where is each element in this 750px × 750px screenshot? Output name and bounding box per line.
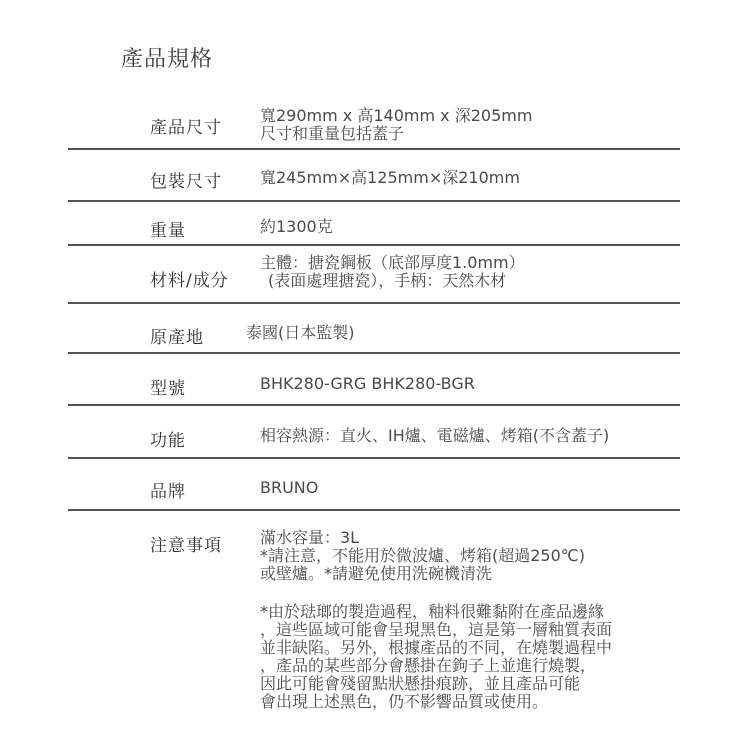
spec-value-line: 滿水容量：3L xyxy=(260,528,360,547)
spec-label: 材料/成分 xyxy=(150,271,229,291)
spec-value-line: 約1300克 xyxy=(260,217,333,236)
spec-value xyxy=(260,169,520,187)
spec-value-line: *請注意，不能用於微波爐、烤箱(超過250℃) xyxy=(260,546,585,565)
spec-value-line: 泰國(日本監製) xyxy=(246,323,355,342)
spec-row-function xyxy=(68,406,680,459)
spec-value xyxy=(260,107,532,143)
spec-value xyxy=(260,218,333,236)
spec-value xyxy=(260,529,612,711)
note-line: 並非缺陷。另外，根據產品的不同，在燒製過程中 xyxy=(260,638,613,657)
spec-table xyxy=(68,95,680,731)
spec-value-line: 寬290mm x 高140mm x 深205mm xyxy=(260,106,533,125)
spec-value xyxy=(260,427,609,445)
spec-label: 注意事項 xyxy=(150,536,222,556)
spec-value-line: BHK280-GRG BHK280-BGR xyxy=(260,374,475,393)
spec-value-line: 寬245mm×高125mm×深210mm xyxy=(260,168,520,187)
spec-value-line: 尺寸和重量包括蓋子 xyxy=(260,124,405,143)
spec-row-size xyxy=(68,95,680,150)
spec-row-package-size xyxy=(68,150,680,202)
spec-value xyxy=(260,479,318,497)
spec-row-model xyxy=(68,354,680,406)
spec-label: 原產地 xyxy=(150,328,204,348)
spec-label: 型號 xyxy=(150,379,186,399)
note-line: ，產品的某些部分會懸掛在鉤子上並進行燒製， xyxy=(260,656,597,675)
note-line: ，這些區域可能會呈現黑色，這是第一層釉質表面 xyxy=(260,620,613,639)
spec-value-line: 或壁爐。*請避免使用洗碗機清洗 xyxy=(260,564,493,583)
enamel-note xyxy=(260,603,612,711)
spec-row-notes xyxy=(68,511,680,731)
spec-label: 包裝尺寸 xyxy=(150,172,222,192)
spec-value-line: BRUNO xyxy=(260,478,319,497)
spec-value-line: 主體：搪瓷鋼板（底部厚度1.0mm） xyxy=(260,253,525,272)
spec-value xyxy=(260,375,475,393)
spec-value xyxy=(260,254,525,290)
note-line: *由於琺瑯的製造過程，釉料很難黏附在產品邊緣 xyxy=(260,602,605,621)
spec-value-line: (表面處理搪瓷），手柄：天然木材 xyxy=(268,271,507,290)
note-line: 因此可能會殘留點狀懸掛痕跡，並且產品可能 xyxy=(260,674,581,693)
spec-label: 產品尺寸 xyxy=(150,118,222,138)
spec-row-material xyxy=(68,246,680,304)
page-title: 產品規格 xyxy=(121,47,214,72)
note-line: 會出現上述黑色，仍不影響品質或使用。 xyxy=(260,692,549,711)
spec-label: 重量 xyxy=(150,221,186,241)
spec-row-weight xyxy=(68,202,680,246)
spec-value-line: 相容熱源：直火、IH爐、電磁爐、烤箱(不含蓋子) xyxy=(260,426,610,445)
spec-row-brand xyxy=(68,459,680,511)
spec-row-origin xyxy=(68,304,680,354)
spec-label: 功能 xyxy=(150,431,186,451)
spec-value xyxy=(246,324,355,342)
spec-label: 品牌 xyxy=(150,482,186,502)
